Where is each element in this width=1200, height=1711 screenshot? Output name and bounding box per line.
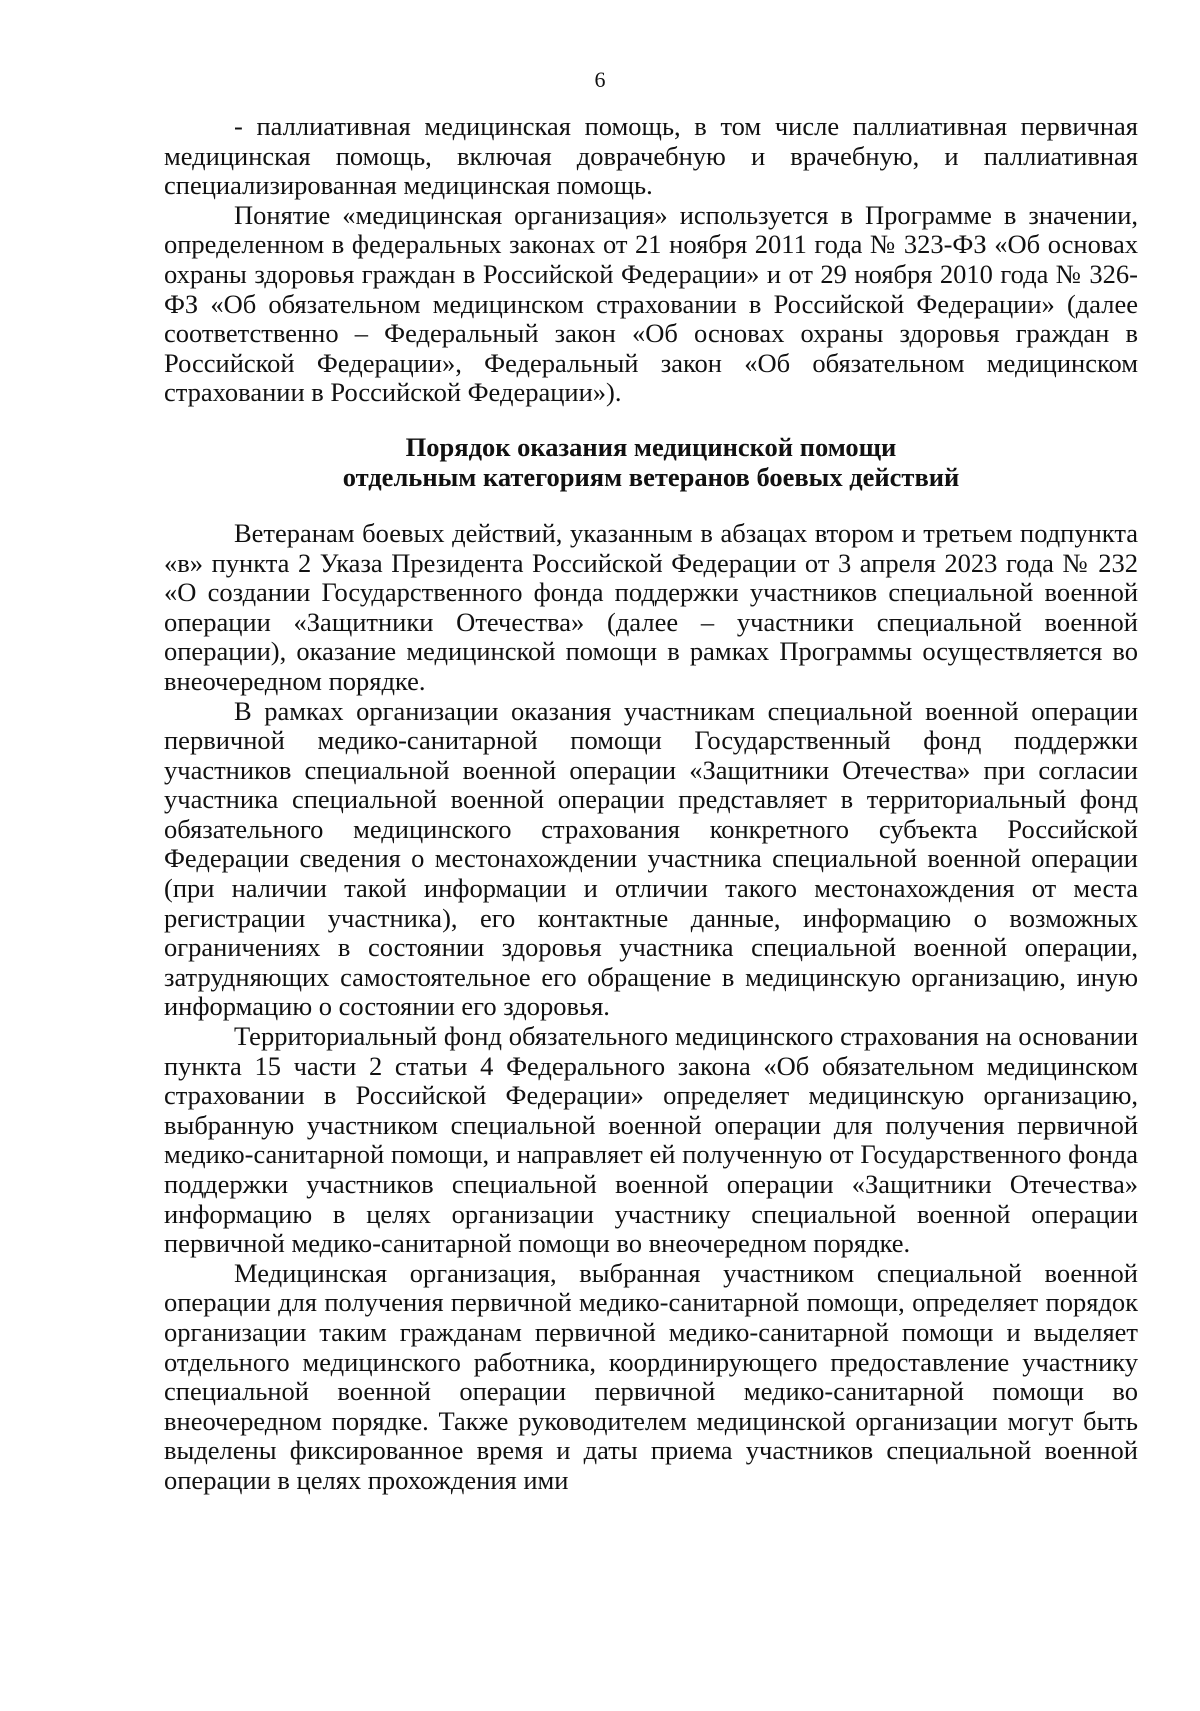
paragraph-veterans: Ветеранам боевых действий, указанным в абзацах втором и третьем подпункта «в» пункта 2 Указа Президента Российской Федерации от 3 апреля 2023 года № 232 «О создании Государственного фонда поддержки участников специальной военной операции «Защитники Отечества» (далее – участники специальной военной операции), оказание медицинской помощи в рамках Программы осуществляется во внеочередном порядке. (164, 517, 1138, 696)
page-number: 6 (594, 67, 606, 92)
paragraph-palliative-care: - паллиативная медицинская помощь, в том числе паллиативная первичная медицинская помощь, включая доврачебную и врачебную, и паллиативная специализированная медицинская помощь. (164, 111, 1138, 201)
paragraph-territorial-fund: Территориальный фонд обязательного медицинского страхования на основании пункта 15 части 2 статьи 4 Федерального закона «Об обязательном медицинском страховании в Российской Федерации» определяет медицинскую организацию, выбранную участником специальной военной операции для получения первичной медико-санитарной помощи, и направляет ей полученную от Государственного фонда поддержки участников специальной военной операции «Защитники Отечества» информацию в целях организации участнику специальной военной операции первичной медико-санитарной помощи во внеочередном порядке. (164, 1021, 1138, 1259)
section-heading-line-2: отдельным категориям ветеранов боевых действий (342, 461, 960, 492)
paragraph-medical-organization-definition: Понятие «медицинская организация» используется в Программе в значении, определенном в федеральных законах от 21 ноября 2011 года № 323-ФЗ «Об основах охраны здоровья граждан в Российской Федерации» и от 29 ноября 2010 года № 326-ФЗ «Об обязательном медицинском страховании в Российской Федерации» (далее соответственно – Федеральный закон «Об основах охраны здоровья граждан в Российской Федерации», Федеральный закон «Об обязательном медицинском страховании в Российской Федерации»). (164, 199, 1138, 408)
paragraph-medical-organization-procedure: Медицинская организация, выбранная участником специальной военной операции для получения первичной медико-санитарной помощи, определяет порядок организации таким гражданам первичной медико-санитарной помощи и выделяет отдельного медицинского работника, координирующего предоставление участнику специальной военной операции первичной медико-санитарной помощи во внеочередном порядке. Также руководителем медицинской организации могут быть выделены фиксированное время и даты приема участников специальной военной операции в целях прохождения ими (164, 1257, 1138, 1495)
paragraph-state-fund-information: В рамках организации оказания участникам специальной военной операции первичной медико-санитарной помощи Государственный фонд поддержки участников специальной военной операции «Защитники Отечества» при согласии участника специальной военной операции представляет в территориальный фонд обязательного медицинского страхования конкретного субъекта Российской Федерации сведения о местонахождении участника специальной военной операции (при наличии такой информации и отличии такого местонахождения от места регистрации участника), его контактные данные, информацию о возможных ограничениях в состоянии здоровья участника специальной военной операции, затрудняющих самостоятельное его обращение в медицинскую организацию, иную информацию о состоянии его здоровья. (164, 695, 1138, 1022)
section-heading-line-1: Порядок оказания медицинской помощи (405, 431, 897, 462)
document-body (164, 112, 1138, 1496)
section-heading (164, 432, 1138, 492)
